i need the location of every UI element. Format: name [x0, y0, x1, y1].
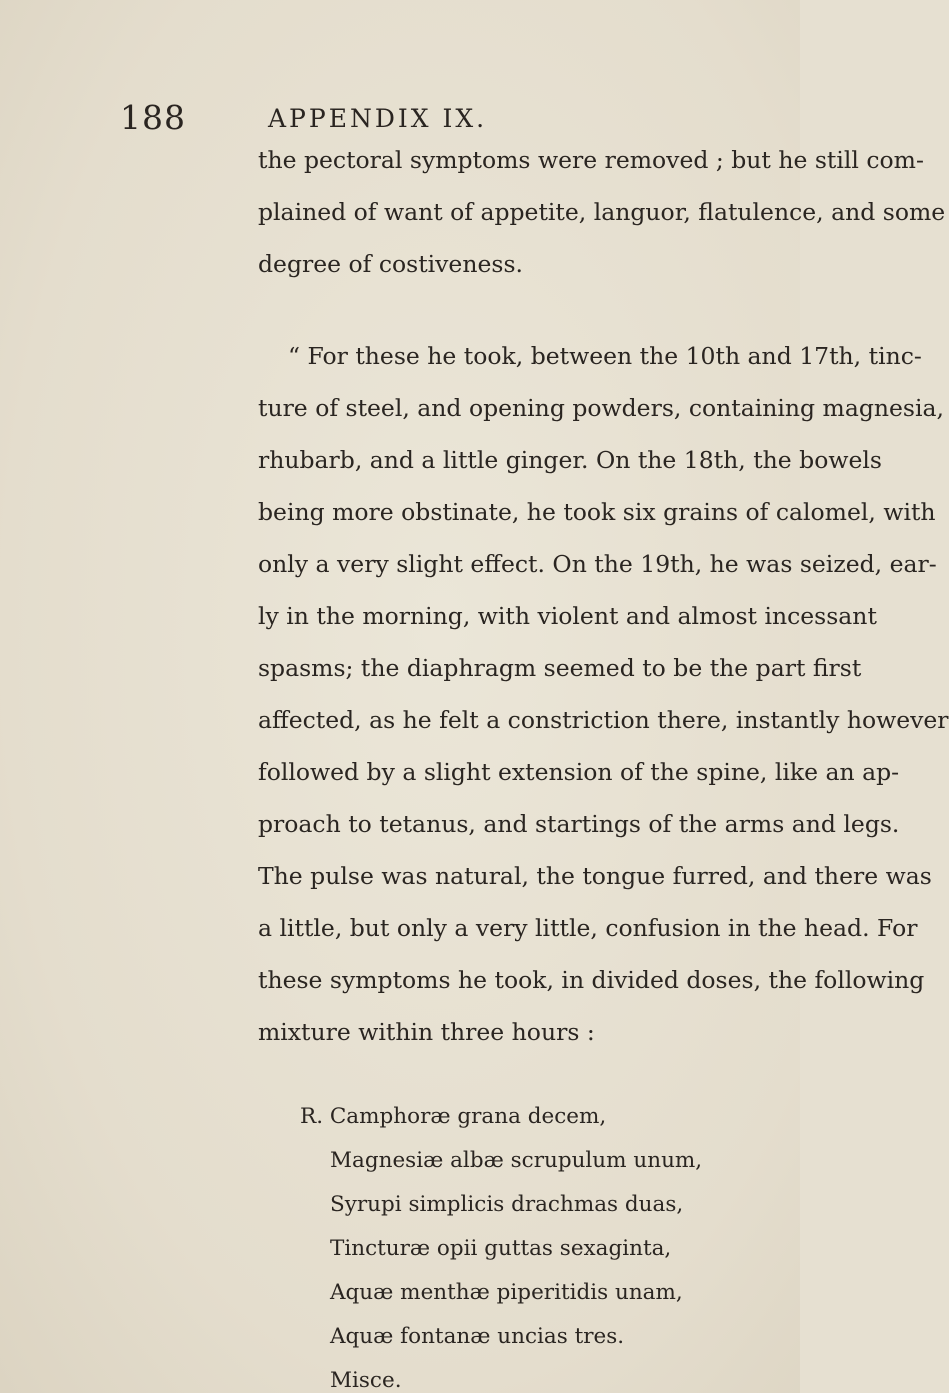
text-line: only a very slight effect. On the 19th, he was seized, ear- [258, 550, 937, 578]
running-title: APPENDIX IX. [268, 104, 488, 133]
text-line: affected, as he felt a constriction there, instantly however [258, 706, 949, 734]
text-line: followed by a slight extension of the spine, like an ap- [258, 758, 900, 786]
recipe-line: R. Camphoræ grana decem, [300, 1104, 607, 1129]
text-line: The pulse was natural, the tongue furred, and there was [258, 862, 932, 890]
text-line: a little, but only a very little, confusion in the head. For [258, 914, 918, 942]
text-line: plained of want of appetite, languor, flatulence, and some [258, 198, 946, 226]
text-line: “ For these he took, between the 10th and 17th, tinc- [288, 342, 922, 370]
recipe-line: Misce. [330, 1368, 402, 1393]
recipe-line: Syrupi simplicis drachmas duas, [330, 1192, 684, 1217]
text-line: degree of costiveness. [258, 250, 523, 278]
recipe-line: Magnesiæ albæ scrupulum unum, [330, 1148, 703, 1173]
text-line: proach to tetanus, and startings of the arms and legs. [258, 810, 900, 838]
text-line: ly in the morning, with violent and almost incessant [258, 602, 877, 630]
text-line: rhubarb, and a little ginger. On the 18th, the bowels [258, 446, 882, 474]
page-number: 188 [120, 98, 186, 137]
text-line: ture of steel, and opening powders, containing magnesia, [258, 394, 944, 422]
text-line: mixture within three hours : [258, 1018, 595, 1046]
page-header [120, 98, 740, 144]
text-line: being more obstinate, he took six grains of calomel, with [258, 498, 936, 526]
text-line: spasms; the diaphragm seemed to be the part first [258, 654, 862, 682]
recipe-line: Tincturæ opii guttas sexaginta, [330, 1236, 672, 1261]
recipe-line: Aquæ fontanæ uncias tres. [330, 1324, 625, 1349]
text-line: these symptoms he took, in divided doses, the following [258, 966, 925, 994]
recipe-line: Aquæ menthæ piperitidis unam, [330, 1280, 683, 1305]
text-line: the pectoral symptoms were removed ; but he still com- [258, 146, 924, 174]
